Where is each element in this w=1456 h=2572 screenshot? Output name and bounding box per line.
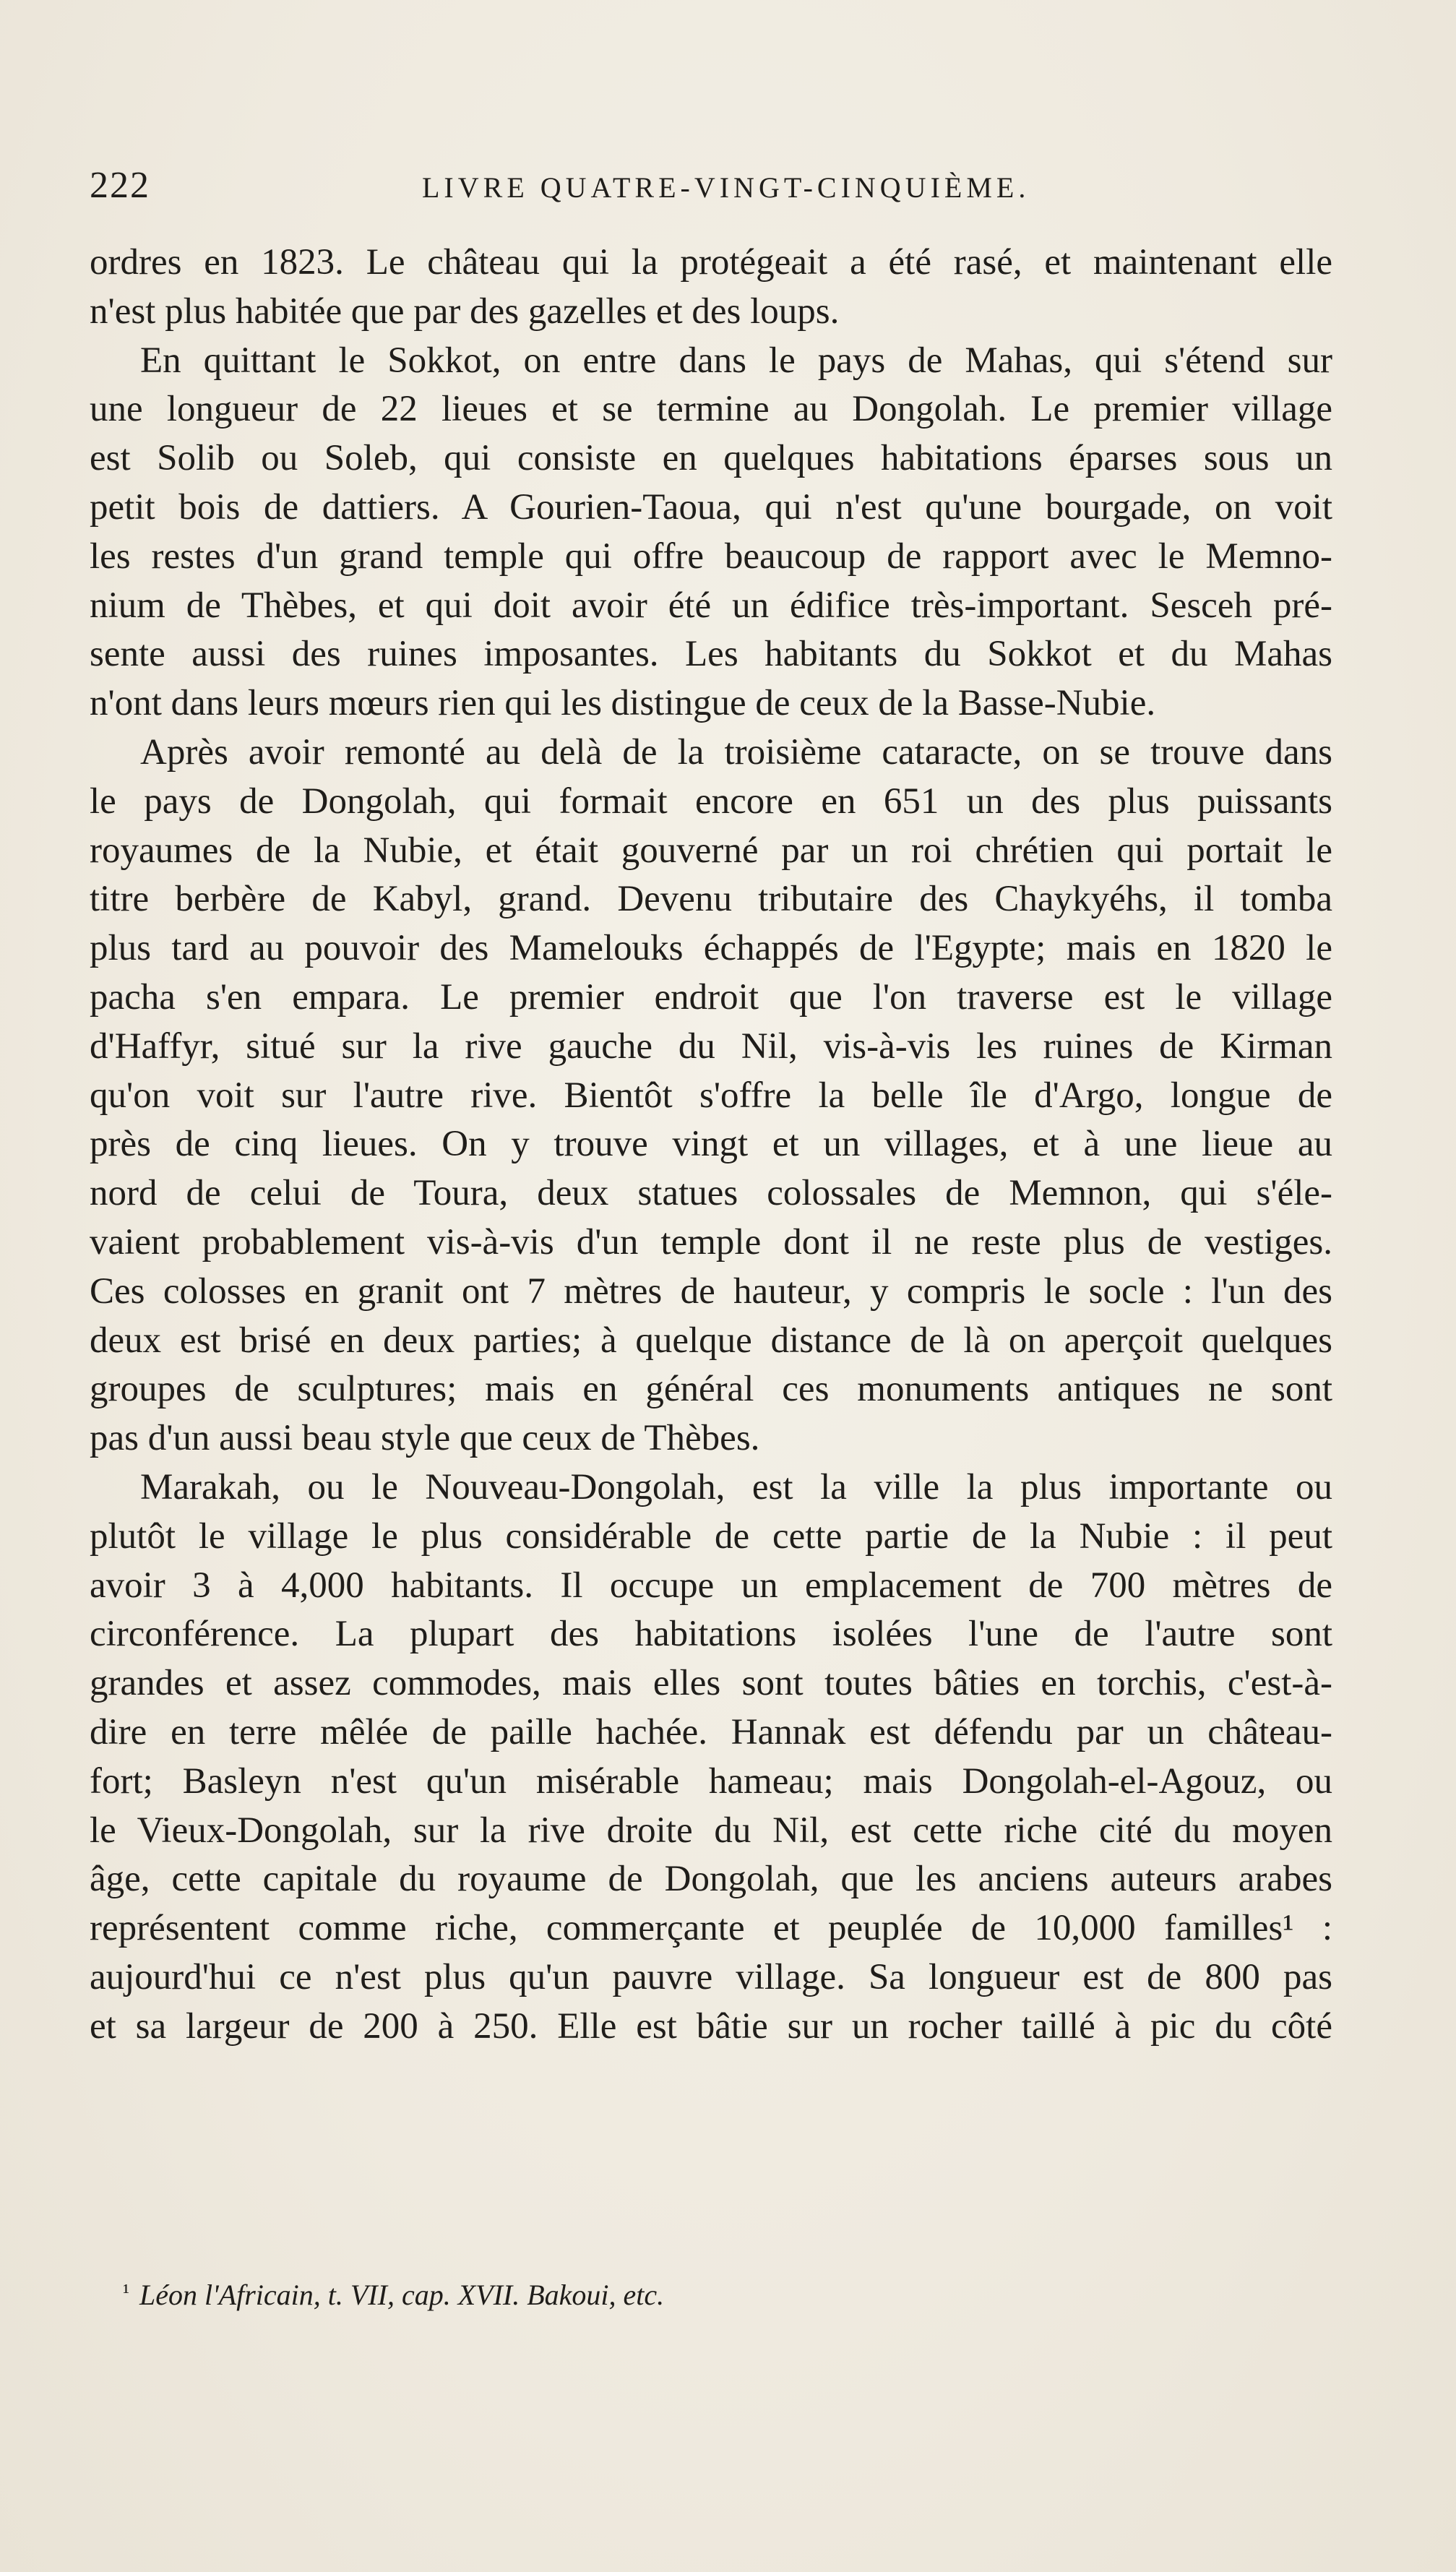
text-line: pacha s'en empara. Le premier endroit que l'on traverse est le village: [90, 976, 1332, 1018]
text-line: titre berbère de Kabyl, grand. Devenu tributaire des Chaykyéhs, il tomba: [90, 879, 1332, 920]
footnote: [123, 2272, 1279, 2315]
text-line: aujourd'hui ce n'est plus qu'un pauvre village. Sa longueur est de 800 pas: [90, 1956, 1332, 1997]
text-line: deux est brisé en deux parties; à quelque distance de là on aperçoit quelques: [90, 1320, 1332, 1361]
text-line: Après avoir remonté au delà de la troisième cataracte, on se trouve dans: [140, 731, 1332, 773]
text-line: une longueur de 22 lieues et se termine au Dongolah. Le premier village: [90, 389, 1332, 430]
text-line: Marakah, ou le Nouveau-Dongolah, est la ville la plus importante ou: [140, 1466, 1332, 1507]
text-line: sente aussi des ruines imposantes. Les habitants du Sokkot et du Mahas: [90, 634, 1332, 675]
running-head: [90, 160, 1332, 211]
body-text: [90, 238, 1332, 2051]
text-line: qu'on voit sur l'autre rive. Bientôt s'offre la belle île d'Argo, longue de: [90, 1075, 1332, 1116]
text-line: En quittant le Sokkot, on entre dans le pays de Mahas, qui s'étend sur: [140, 340, 1332, 381]
text-line: n'est plus habitée que par des gazelles et des loups.: [90, 291, 840, 332]
text-line: fort; Basleyn n'est qu'un misérable hameau; mais Dongolah-el-Agouz, ou: [90, 1760, 1332, 1802]
text-line: petit bois de dattiers. A Gourien-Taoua, qui n'est qu'une bourgade, on voit: [90, 486, 1332, 528]
text-line: vaient probablement vis-à-vis d'un temple dont il ne reste plus de vestiges.: [90, 1221, 1332, 1263]
text-line: avoir 3 à 4,000 habitants. Il occupe un emplacement de 700 mètres de: [90, 1565, 1332, 1606]
text-line: d'Haffyr, situé sur la rive gauche du Nil, vis-à-vis les ruines de Kirman: [90, 1025, 1332, 1067]
text-line: représentent comme riche, commerçante et peuplée de 10,000 familles¹ :: [90, 1908, 1332, 1949]
text-line: ordres en 1823. Le château qui la protégeait a été rasé, et maintenant elle: [90, 242, 1332, 283]
text-line: dire en terre mêlée de paille hachée. Hannak est défendu par un château-: [90, 1711, 1332, 1752]
text-line: plutôt le village le plus considérable de cette partie de la Nubie : il peut: [90, 1515, 1332, 1557]
text-line: et sa largeur de 200 à 250. Elle est bâtie sur un rocher taillé à pic du côté: [90, 2005, 1332, 2047]
text-line: nium de Thèbes, et qui doit avoir été un édifice très-important. Sesceh pré-: [90, 585, 1332, 626]
text-line: grandes et assez commodes, mais elles sont toutes bâties en torchis, c'est-à-: [90, 1663, 1332, 1704]
text-line: le Vieux-Dongolah, sur la rive droite du Nil, est cette riche cité du moyen: [90, 1810, 1332, 1851]
text-line: plus tard au pouvoir des Mamelouks échappés de l'Egypte; mais en 1820 le: [90, 928, 1332, 969]
text-line: Ces colosses en granit ont 7 mètres de hauteur, y compris le socle : l'un des: [90, 1270, 1332, 1312]
text-line: nord de celui de Toura, deux statues colossales de Memnon, qui s'éle-: [90, 1173, 1332, 1214]
text-line: groupes de sculptures; mais en général ces monuments antiques ne sont: [90, 1369, 1332, 1410]
text-line: est Solib ou Soleb, qui consiste en quelques habitations éparses sous un: [90, 438, 1332, 479]
text-line: pas d'un aussi beau style que ceux de Thèbes.: [90, 1418, 760, 1459]
text-line: royaumes de la Nubie, et était gouverné par un roi chrétien qui portait le: [90, 830, 1332, 871]
text-line: n'ont dans leurs mœurs rien qui les distingue de ceux de la Basse-Nubie.: [90, 683, 1156, 724]
text-line: le pays de Dongolah, qui formait encore en 651 un des plus puissants: [90, 780, 1332, 822]
footnote-mark: ¹: [123, 2280, 129, 2304]
text-line: âge, cette capitale du royaume de Dongolah, que les anciens auteurs arabes: [90, 1859, 1332, 1900]
running-title: LIVRE QUATRE-VINGT-CINQUIÈME.: [422, 171, 1030, 204]
text-line: près de cinq lieues. On y trouve vingt et un villages, et à une lieue au: [90, 1124, 1332, 1165]
text-line: circonférence. La plupart des habitations isolées l'une de l'autre sont: [90, 1614, 1332, 1655]
footnote-text: Léon l'Africain, t. VII, cap. XVII. Bakoui, etc.: [139, 2279, 665, 2311]
page-number: 222: [90, 165, 150, 206]
text-line: les restes d'un grand temple qui offre beaucoup de rapport avec le Memno-: [90, 536, 1332, 577]
